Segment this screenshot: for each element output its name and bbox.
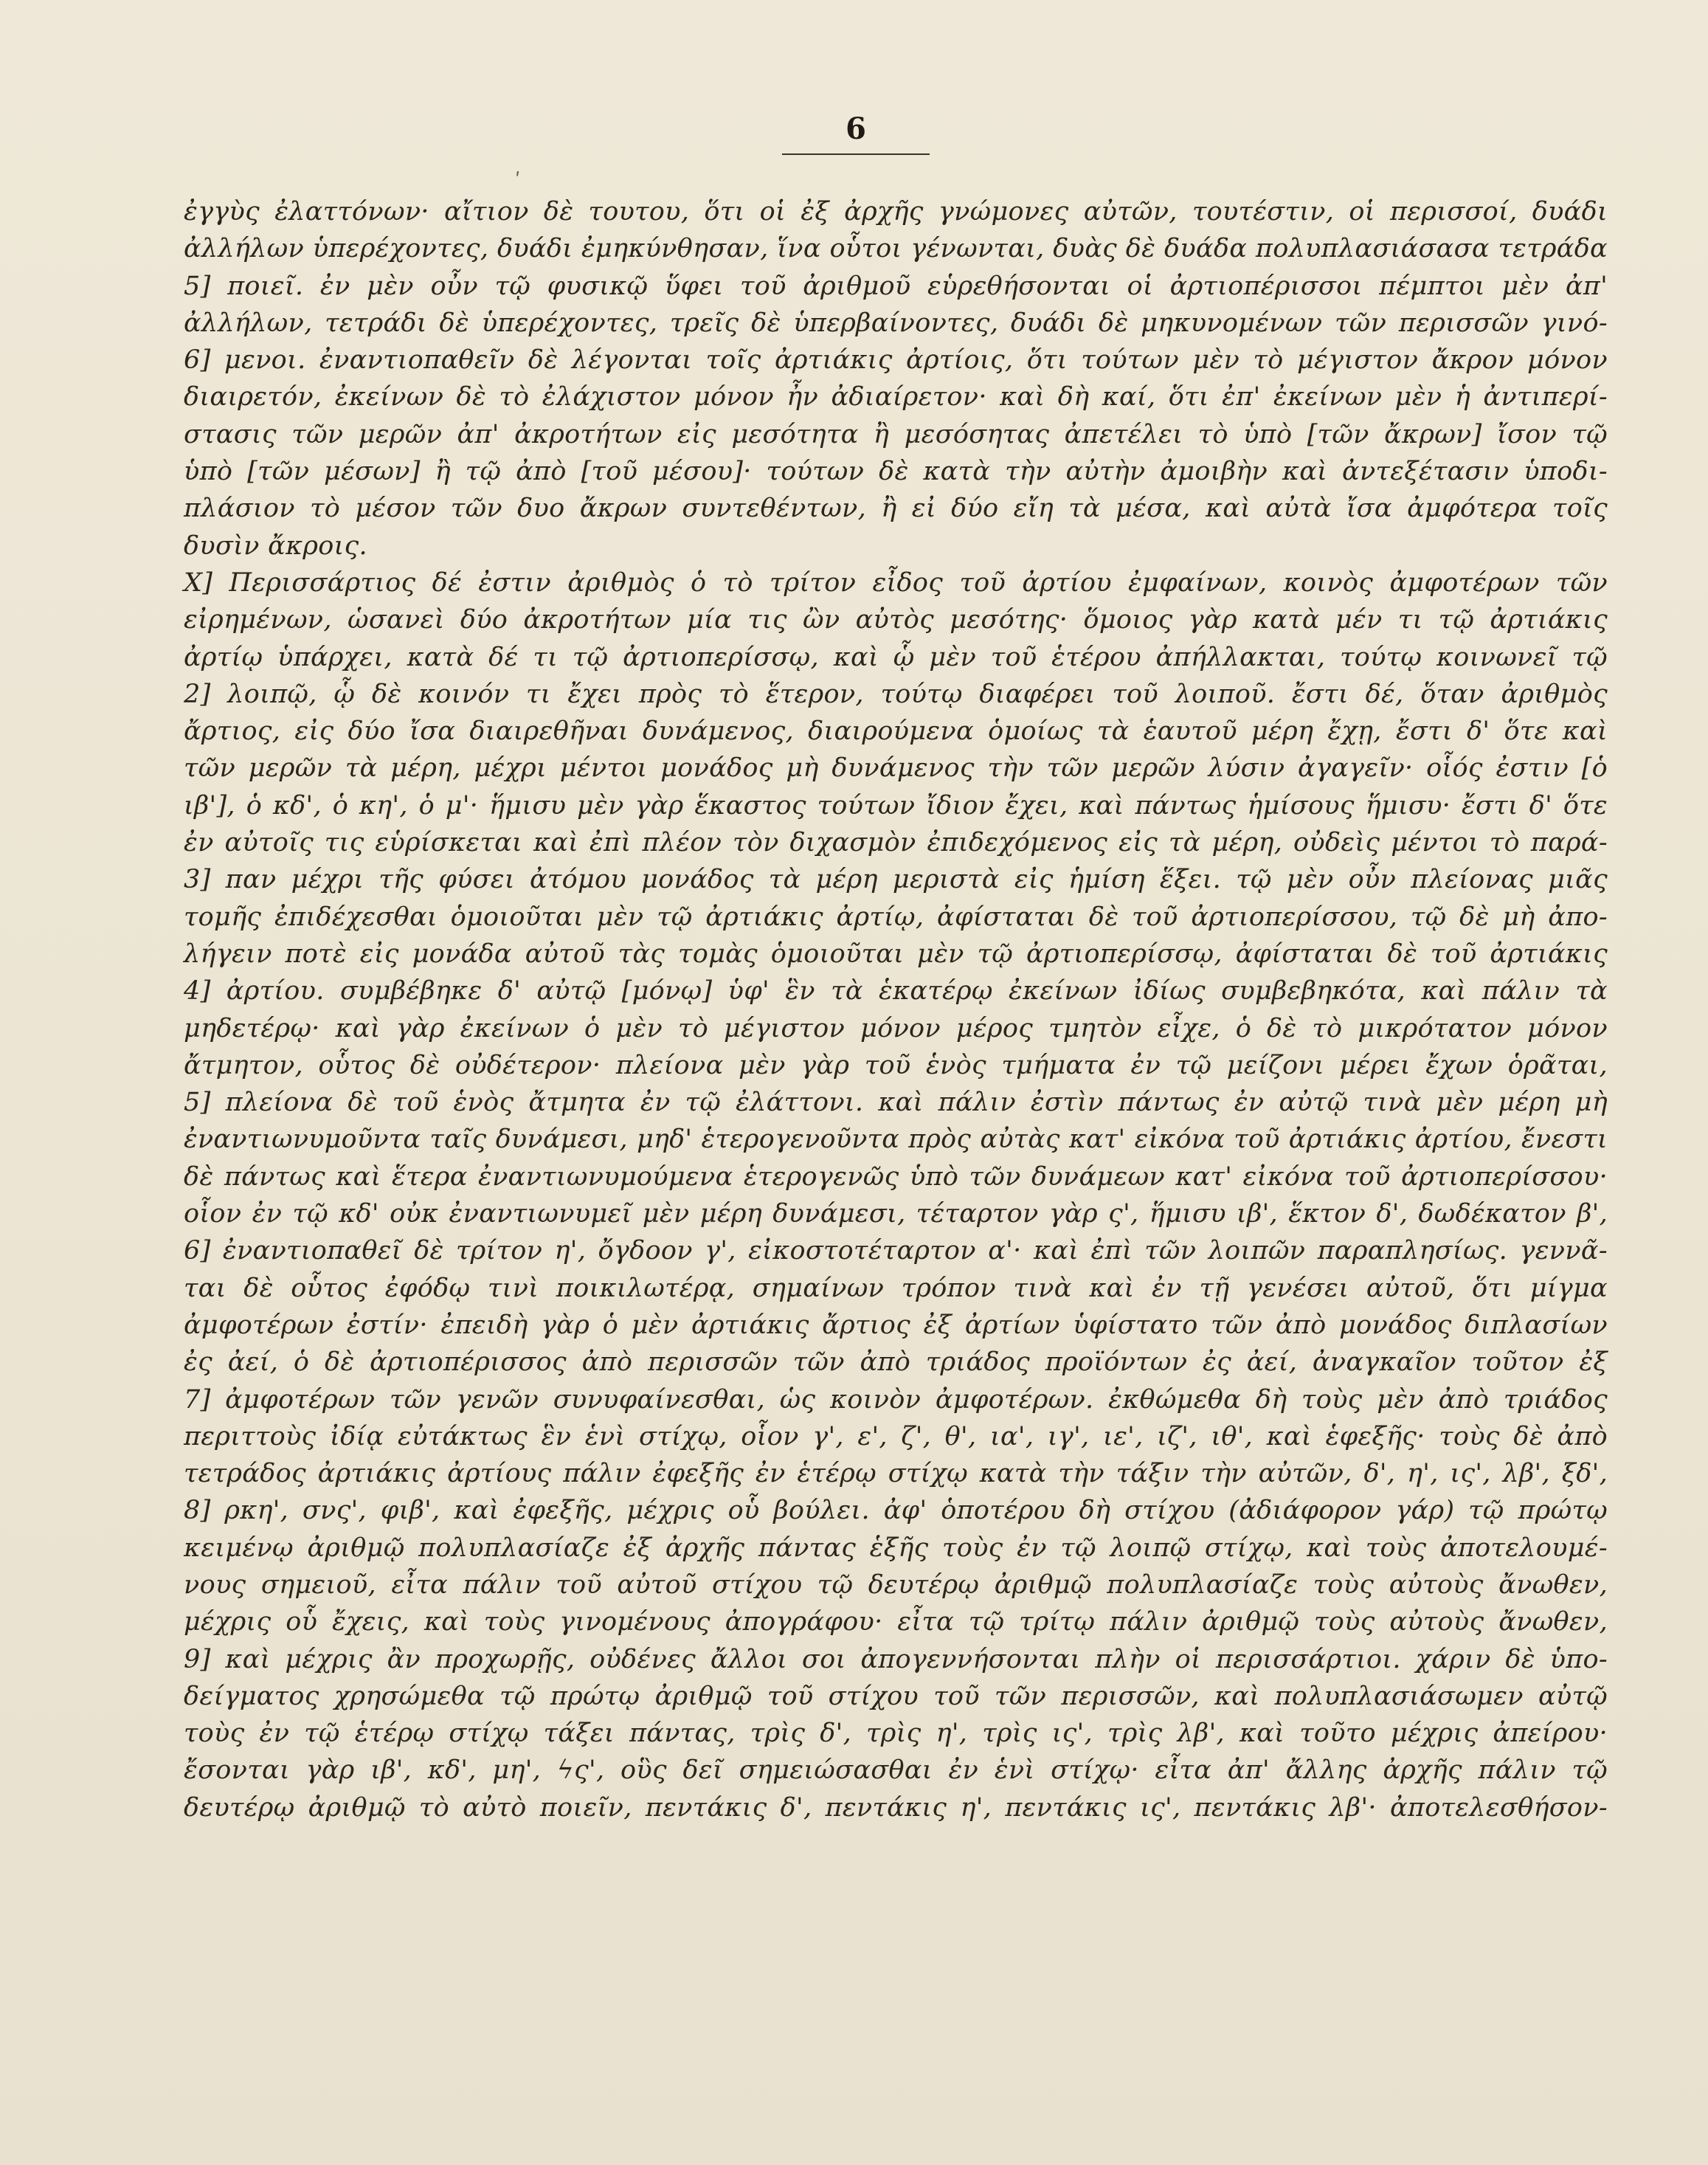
text-line: μέχρις οὗ ἔχεις, καὶ τοὺς γινομένους ἀπογράφου· εἶτα τῷ τρίτῳ πάλιν ἀριθμῷ τοὺς αὐτοὺς ἄνωθεν, [184, 1607, 1608, 1637]
text-line: τῶν μερῶν τὰ μέρη, μέχρι μέντοι μονάδος μὴ δυνάμενος τὴν τῶν μερῶν λύσιν ἀγαγεῖν· οἷός ἐστιν [ὁ [184, 753, 1608, 784]
text-line: ἔσονται γὰρ ιβ', κδ', μη', ϟς', οὓς δεῖ σημειώσασθαι ἐν ἑνὶ στίχῳ· εἶτα ἀπ' ἄλλης ἀρχῆς πάλιν τῷ [184, 1755, 1608, 1786]
text-line: εἰρημένων, ὡσανεὶ δύο ἀκροτήτων μία τις ὢν αὐτὸς μεσότης· ὅμοιος γὰρ κατὰ μέν τι τῷ ἀρτιάκις [184, 605, 1608, 635]
text-line: ιβ'], ὁ κδ', ὁ κη', ὁ μ'· ἥμισυ μὲν γὰρ ἕκαστος τούτων ἴδιον ἔχει, καὶ πάντως ἡμίσους ἥμισυ· ἔστι δ' ὅτε [184, 790, 1608, 821]
text-line: ἐναντιωνυμοῦντα ταῖς δυνάμεσι, μηδ' ἑτερογενοῦντα πρὸς αὐτὰς κατ' εἰκόνα τοῦ ἀρτιάκις ἀρτίου, ἔνεστι [184, 1125, 1608, 1155]
text-line: 6] μενοι. ἐναντιοπαθεῖν δὲ λέγονται τοῖς ἀρτιάκις ἀρτίοις, ὅτι τούτων μὲν τὸ μέγιστον ἄκρον μόνον [184, 345, 1608, 376]
text-line: λήγειν ποτὲ εἰς μονάδα αὐτοῦ τὰς τομὰς ὁμοιοῦται μὲν τῷ ἀρτιοπερίσσῳ, ἀφίσταται δὲ τοῦ ἀρτιάκις [184, 939, 1608, 969]
text-line: ἐγγὺς ἐλαττόνων· αἴτιον δὲ τουτου, ὅτι οἱ ἐξ ἀρχῆς γνώμονες αὐτῶν, τουτέστιν, οἱ περισσοί, δυάδι [184, 197, 1608, 227]
text-line: 7] ἀμφοτέρων τῶν γενῶν συνυφαίνεσθαι, ὡς κοινὸν ἀμφοτέρων. ἐκθώμεθα δὴ τοὺς μὲν ἀπὸ τριάδος [184, 1384, 1608, 1415]
text-line: ται δὲ οὗτος ἐφόδῳ τινὶ ποικιλωτέρᾳ, σημαίνων τρόπον τινὰ καὶ ἐν τῇ γενέσει αὐτοῦ, ὅτι μίγμα [184, 1273, 1608, 1303]
text-line: ἀρτίῳ ὑπάρχει, κατὰ δέ τι τῷ ἀρτιοπερίσσῳ, καὶ ᾧ μὲν τοῦ ἑτέρου ἀπήλλακται, τούτῳ κοινωνεῖ τῷ [184, 642, 1608, 672]
text-line: περιττοὺς ἰδίᾳ εὐτάκτως ἓν ἑνὶ στίχῳ, οἷον γ', ε', ζ', θ', ια', ιγ', ιε', ιζ', ιθ', καὶ ἑφεξῆς· τοὺς δὲ ἀπὸ [184, 1421, 1608, 1451]
text-line: ἀμφοτέρων ἐστίν· ἐπειδὴ γὰρ ὁ μὲν ἀρτιάκις ἄρτιος ἐξ ἀρτίων ὑφίστατο τῶν ἀπὸ μονάδος διπλασίων [184, 1310, 1608, 1340]
text-line: οἷον ἐν τῷ κδ' οὐκ ἐναντιωνυμεῖ μὲν μέρη δυνάμεσι, τέταρτον γὰρ ς', ἥμισυ ιβ', ἕκτον δ', δωδέκατον β', [184, 1199, 1608, 1229]
text-line: διαιρετόν, ἐκείνων δὲ τὸ ἐλάχιστον μόνον ἦν ἀδιαίρετον· καὶ δὴ καί, ὅτι ἐπ' ἐκείνων μὲν ἡ ἀντιπερί- [184, 382, 1608, 412]
text-line: ἀλλήλων ὑπερέχοντες, δυάδι ἐμηκύνθησαν, ἵνα οὗτοι γένωνται, δυὰς δὲ δυάδα πολυπλασιάσασα τετράδα [184, 234, 1608, 264]
text-line: στασις τῶν μερῶν ἀπ' ἀκροτήτων εἰς μεσότητα ἢ μεσόσητας ἀπετέλει τὸ ὑπὸ [τῶν ἄκρων] ἴσον τῷ [184, 419, 1608, 449]
text-line: 5] πλείονα δὲ τοῦ ἑνὸς ἄτμητα ἐν τῷ ἐλάττονι. καὶ πάλιν ἐστὶν πάντως ἐν αὐτῷ τινὰ μὲν μέρη μὴ [184, 1088, 1608, 1118]
text-line: ὑπὸ [τῶν μέσων] ἢ τῷ ἀπὸ [τοῦ μέσου]· τούτων δὲ κατὰ τὴν αὐτὴν ἀμοιβὴν καὶ ἀντεξέτασιν ὑποδι- [184, 457, 1608, 487]
text-line: κειμένῳ ἀριθμῷ πολυπλασίαζε ἐξ ἀρχῆς πάντας ἑξῆς τοὺς ἐν τῷ λοιπῷ στίχῳ, καὶ τοὺς ἀποτελουμέ- [184, 1533, 1608, 1563]
body-text [184, 193, 1608, 1826]
text-line: δείγματος χρησώμεθα τῷ πρώτῳ ἀριθμῷ τοῦ στίχου τοῦ τῶν περισσῶν, καὶ πολυπλασιάσωμεν αὐτῷ [184, 1681, 1608, 1711]
text-line: 8] ρκη', σνς', φιβ', καὶ ἐφεξῆς, μέχρις οὗ βούλει. ἀφ' ὁποτέρου δὴ στίχου (ἀδιάφορον γάρ) τῷ πρώτῳ [184, 1496, 1608, 1526]
text-line: 9] καὶ μέχρις ἂν προχωρῇς, οὐδένες ἄλλοι σοι ἀπογεννήσονται πλὴν οἱ περισσάρτιοι. χάριν δὲ ὑπο- [184, 1644, 1608, 1674]
text-line: τοὺς ἐν τῷ ἑτέρῳ στίχῳ τάξει πάντας, τρὶς δ', τρὶς η', τρὶς ις', τρὶς λβ', καὶ τοῦτο μέχρις ἀπείρου· [184, 1719, 1608, 1749]
header-rule [782, 153, 930, 155]
text-line: ἐν αὐτοῖς τις εὑρίσκεται καὶ ἐπὶ πλέον τὸν διχασμὸν ἐπιδεχόμενος εἰς τὰ μέρη, οὐδεὶς μέντοι τὸ παρά- [184, 828, 1608, 858]
text-line: 3] παν μέχρι τῆς φύσει ἀτόμου μονάδος τὰ μέρη μεριστὰ εἰς ἡμίση ἕξει. τῷ μὲν οὖν πλείονας μιᾶς [184, 865, 1608, 895]
text-line: ἄτμητον, οὗτος δὲ οὐδέτερον· πλείονα μὲν γὰρ τοῦ ἑνὸς τμήματα ἐν τῷ μείζονι μέρει ἔχων ὁρᾶται, [184, 1050, 1608, 1080]
text-line: X] Περισσάρτιος δέ ἐστιν ἀριθμὸς ὁ τὸ τρίτον εἶδος τοῦ ἀρτίου ἐμφαίνων, κοινὸς ἀμφοτέρων τῶν [184, 567, 1608, 598]
text-line: 2] λοιπῷ, ᾧ δὲ κοινόν τι ἔχει πρὸς τὸ ἕτερον, τούτῳ διαφέρει τοῦ λοιποῦ. ἔστι δέ, ὅταν ἀριθμὸς [184, 679, 1608, 709]
text-line: νους σημειοῦ, εἶτα πάλιν τοῦ αὐτοῦ στίχου τῷ δευτέρῳ ἀριθμῷ πολυπλασίαζε τοὺς αὐτοὺς ἄνωθεν, [184, 1570, 1608, 1600]
text-line: ἐς ἀεί, ὁ δὲ ἀρτιοπέρισσος ἀπὸ περισσῶν τῶν ἀπὸ τριάδος προϊόντων ἐς ἀεί, ἀναγκαῖον τοῦτον ἐξ [184, 1347, 1608, 1378]
text-line: δυσὶν ἄκροις. [184, 531, 367, 561]
page-header [775, 111, 937, 155]
text-line: δευτέρῳ ἀριθμῷ τὸ αὐτὸ ποιεῖν, πεντάκις δ', πεντάκις η', πεντάκις ις', πεντάκις λβ'· ἀποτελεσθήσον- [184, 1792, 1608, 1823]
text-line: τετράδος ἀρτιάκις ἀρτίους πάλιν ἐφεξῆς ἐν ἑτέρῳ στίχῳ κατὰ τὴν τάξιν τὴν αὐτῶν, δ', η', ις', λβ', ξδ', [184, 1459, 1608, 1489]
text-line: ἄρτιος, εἰς δύο ἴσα διαιρεθῆναι δυνάμενος, διαιρούμενα ὁμοίως τὰ ἑαυτοῦ μέρη ἔχῃ, ἔστι δ' ὅτε καὶ [184, 717, 1608, 747]
text-line: 4] ἀρτίου. συμβέβηκε δ' αὐτῷ [μόνῳ] ὑφ' ἓν τὰ ἑκατέρῳ ἐκείνων ἰδίως συμβεβηκότα, καὶ πάλιν τὰ [184, 976, 1608, 1006]
stray-mark: ʹ [515, 170, 521, 192]
text-line: τομῆς ἐπιδέχεσθαι ὁμοιοῦται μὲν τῷ ἀρτιάκις ἀρτίῳ, ἀφίσταται δὲ τοῦ ἀρτιοπερίσσου, τῷ δὲ μὴ ἀπο- [184, 902, 1608, 932]
text-line: μηδετέρῳ· καὶ γὰρ ἐκείνων ὁ μὲν τὸ μέγιστον μόνον μέρος τμητὸν εἶχε, ὁ δὲ τὸ μικρότατον μόνον [184, 1013, 1608, 1043]
text-line: πλάσιον τὸ μέσον τῶν δυο ἄκρων συντεθέντων, ἢ εἰ δύο εἴη τὰ μέσα, καὶ αὐτὰ ἴσα ἀμφότερα τοῖς [184, 494, 1608, 524]
text-line: ἀλλήλων, τετράδι δὲ ὑπερέχοντες, τρεῖς δὲ ὑπερβαίνοντες, δυάδι δὲ μηκυνομένων τῶν περισσῶν γινό- [184, 308, 1608, 338]
text-line: δὲ πάντως καὶ ἕτερα ἐναντιωνυμούμενα ἑτερογενῶς ὑπὸ τῶν δυνάμεων κατ' εἰκόνα τοῦ ἀρτιοπερίσσου· [184, 1161, 1608, 1192]
text-line: 6] ἐναντιοπαθεῖ δὲ τρίτον η', ὄγδοον γ', εἰκοστοτέταρτον α'· καὶ ἐπὶ τῶν λοιπῶν παραπλησίως. γεννᾶ- [184, 1236, 1608, 1266]
text-line: 5] ποιεῖ. ἐν μὲν οὖν τῷ φυσικῷ ὕφει τοῦ ἀριθμοῦ εὑρεθήσονται οἱ ἀρτιοπέρισσοι πέμπτοι μὲν ἀπ' [184, 271, 1608, 301]
page-number: 6 [846, 111, 866, 146]
